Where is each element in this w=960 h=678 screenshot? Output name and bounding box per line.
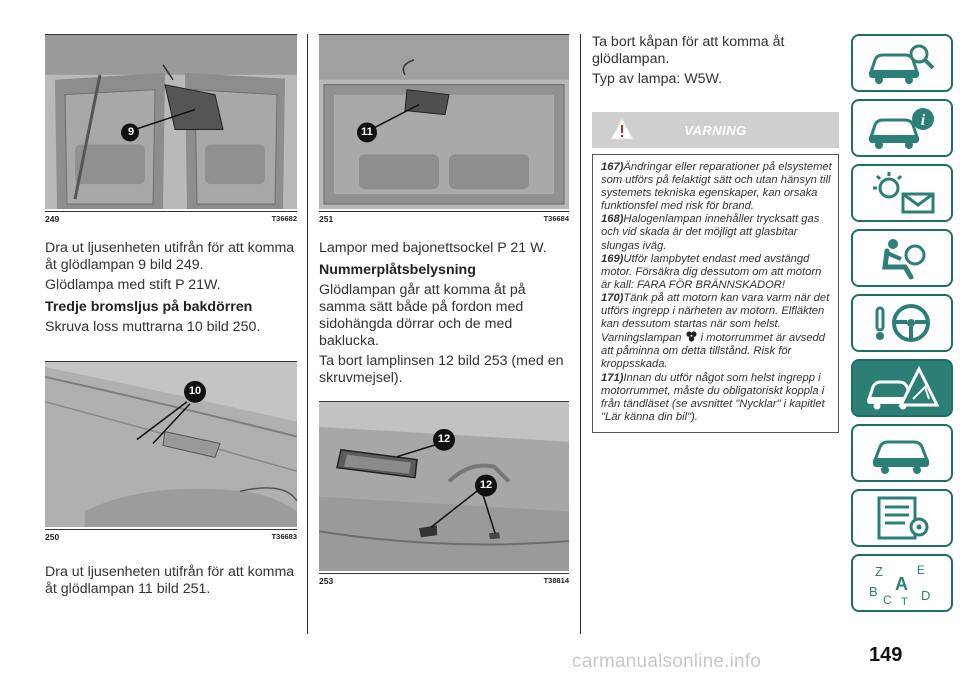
figure-code: T36683 (271, 532, 297, 541)
warning-header (592, 112, 839, 148)
warning-item: 169)Utför lampbytet endast med avstängd motor. Försäkra dig dessutom om att motorn är kall: FARA FÖR BRÄNNSKADOR! (601, 252, 822, 291)
chapter-tabs (851, 34, 953, 619)
figure-250 (45, 361, 297, 527)
index-letter: A (895, 574, 908, 594)
third-brake-light-illustration (45, 362, 297, 527)
warning-lights-icon (865, 170, 939, 216)
figure-callout: 12 (479, 479, 493, 491)
engine-fan-warning-icon (685, 331, 698, 342)
tab-car-info[interactable] (851, 99, 953, 157)
tab-steering-wheel[interactable] (851, 294, 953, 352)
warning-list (592, 154, 839, 433)
tab-car-emergency[interactable] (851, 359, 953, 417)
figure-number: 253 (319, 576, 334, 586)
tab-car-service[interactable] (851, 424, 953, 482)
column-1 (45, 34, 297, 598)
figure-number: 249 (45, 214, 60, 224)
paragraph: Dra ut ljusenheten utifrån för att komma åt glödlampan 11 bild 251. (45, 564, 295, 597)
warning-block (592, 112, 839, 433)
warning-item: 171)Innan du utför något som helst ingrepp i motorrummet, måste du obligatoriskt koppla i från tändläset (se avsnittet "Nycklar" i kapitlet "Lär känna din bil"). (601, 371, 825, 423)
tab-warning-lights[interactable] (851, 164, 953, 222)
column-2 (319, 34, 569, 587)
index-letter: T (901, 596, 908, 606)
index-letter: C (883, 593, 892, 606)
paragraph: Glödlampa med stift P 21W. (45, 277, 221, 293)
figure-callout: 11 (361, 126, 373, 138)
figure-253 (319, 401, 569, 571)
column-3 (592, 34, 839, 433)
license-plate-light-illustration (319, 402, 569, 571)
figure-code: T36684 (543, 214, 569, 223)
watermark: carmanualsonline.info (572, 651, 762, 672)
index-letter: D (921, 588, 931, 603)
rear-door-lamp-illustration (45, 35, 297, 209)
paragraph: Lampor med bajonettsockel P 21 W. (319, 240, 547, 256)
section-heading: Nummerplåtsbelysning (319, 262, 476, 278)
figure-251 (319, 34, 569, 209)
car-search-icon (865, 40, 939, 86)
tab-car-search[interactable] (851, 34, 953, 92)
figure-caption (45, 211, 297, 225)
figure-callout: 10 (188, 385, 202, 397)
car-emergency-icon (865, 365, 939, 411)
figure-number: 251 (319, 214, 334, 224)
warning-title: VARNING (684, 123, 747, 138)
figure-caption (319, 211, 569, 225)
paragraph: Dra ut ljusenheten utifrån för att komma åt glödlampan 9 bild 249. (45, 240, 295, 273)
rear-door-lamp-illustration (319, 35, 569, 209)
specifications-icon (865, 495, 939, 541)
index-letter: B (869, 584, 878, 599)
column-divider (580, 34, 581, 634)
figure-callout: 12 (437, 433, 451, 445)
page-number: 149 (869, 644, 903, 666)
tab-specifications[interactable] (851, 489, 953, 547)
index-letter: E (917, 563, 926, 577)
car-info-icon (865, 105, 939, 151)
figure-number: 250 (45, 532, 60, 542)
column-divider (307, 34, 308, 634)
car-service-icon (865, 430, 939, 476)
paragraph: Ta bort lamplinsen 12 bild 253 (med en skruvmejsel). (319, 353, 564, 386)
warning-item: 167)Ändringar eller reparationer på elsystemet som utförs på felaktigt sätt och utan hänsyn till systemets tekniska egenskaper, kan orsaka funktionsfel med risk för brand. (601, 161, 832, 213)
paragraph: Typ av lampa: W5W. (592, 71, 723, 87)
warning-item: 170)Tänk på att motorn kan vara varm när det utförs ingrepp i närheten av motorn. Elfläkten kan dessutom startas när som helst. Varningslampan i motorrummet är avsedd att påminna om detta tillstånd. Risk för kroppsskada. (601, 291, 830, 371)
section-heading: Tredje bromsljus på bakdörren (45, 299, 253, 315)
paragraph: Skruva loss muttrarna 10 bild 250. (45, 319, 261, 335)
tab-alphabetical-index[interactable] (851, 554, 953, 612)
svg-text:i: i (920, 112, 926, 129)
paragraph: Glödlampan går att komma åt på samma sätt både på fordon med sidohängda dörrar och de med baklucka. (319, 282, 526, 349)
figure-code: T38814 (543, 576, 569, 585)
index-letter: Z (875, 564, 883, 579)
paragraph: Ta bort kåpan för att komma åt glödlampan. (592, 34, 785, 67)
tab-seat-airbag[interactable] (851, 229, 953, 287)
figure-249 (45, 34, 297, 209)
warning-item: 168)Halogenlampan innehåller trycksatt gas och vid skada är det möjligt att glasbitar slungas iväg. (601, 213, 820, 252)
figure-caption (319, 573, 569, 587)
figure-code: T36682 (271, 214, 297, 223)
seat-airbag-icon (865, 235, 939, 281)
alphabetical-index-icon (865, 560, 939, 606)
steering-wheel-icon (865, 300, 939, 346)
figure-caption (45, 529, 297, 543)
figure-callout: 9 (127, 126, 135, 138)
